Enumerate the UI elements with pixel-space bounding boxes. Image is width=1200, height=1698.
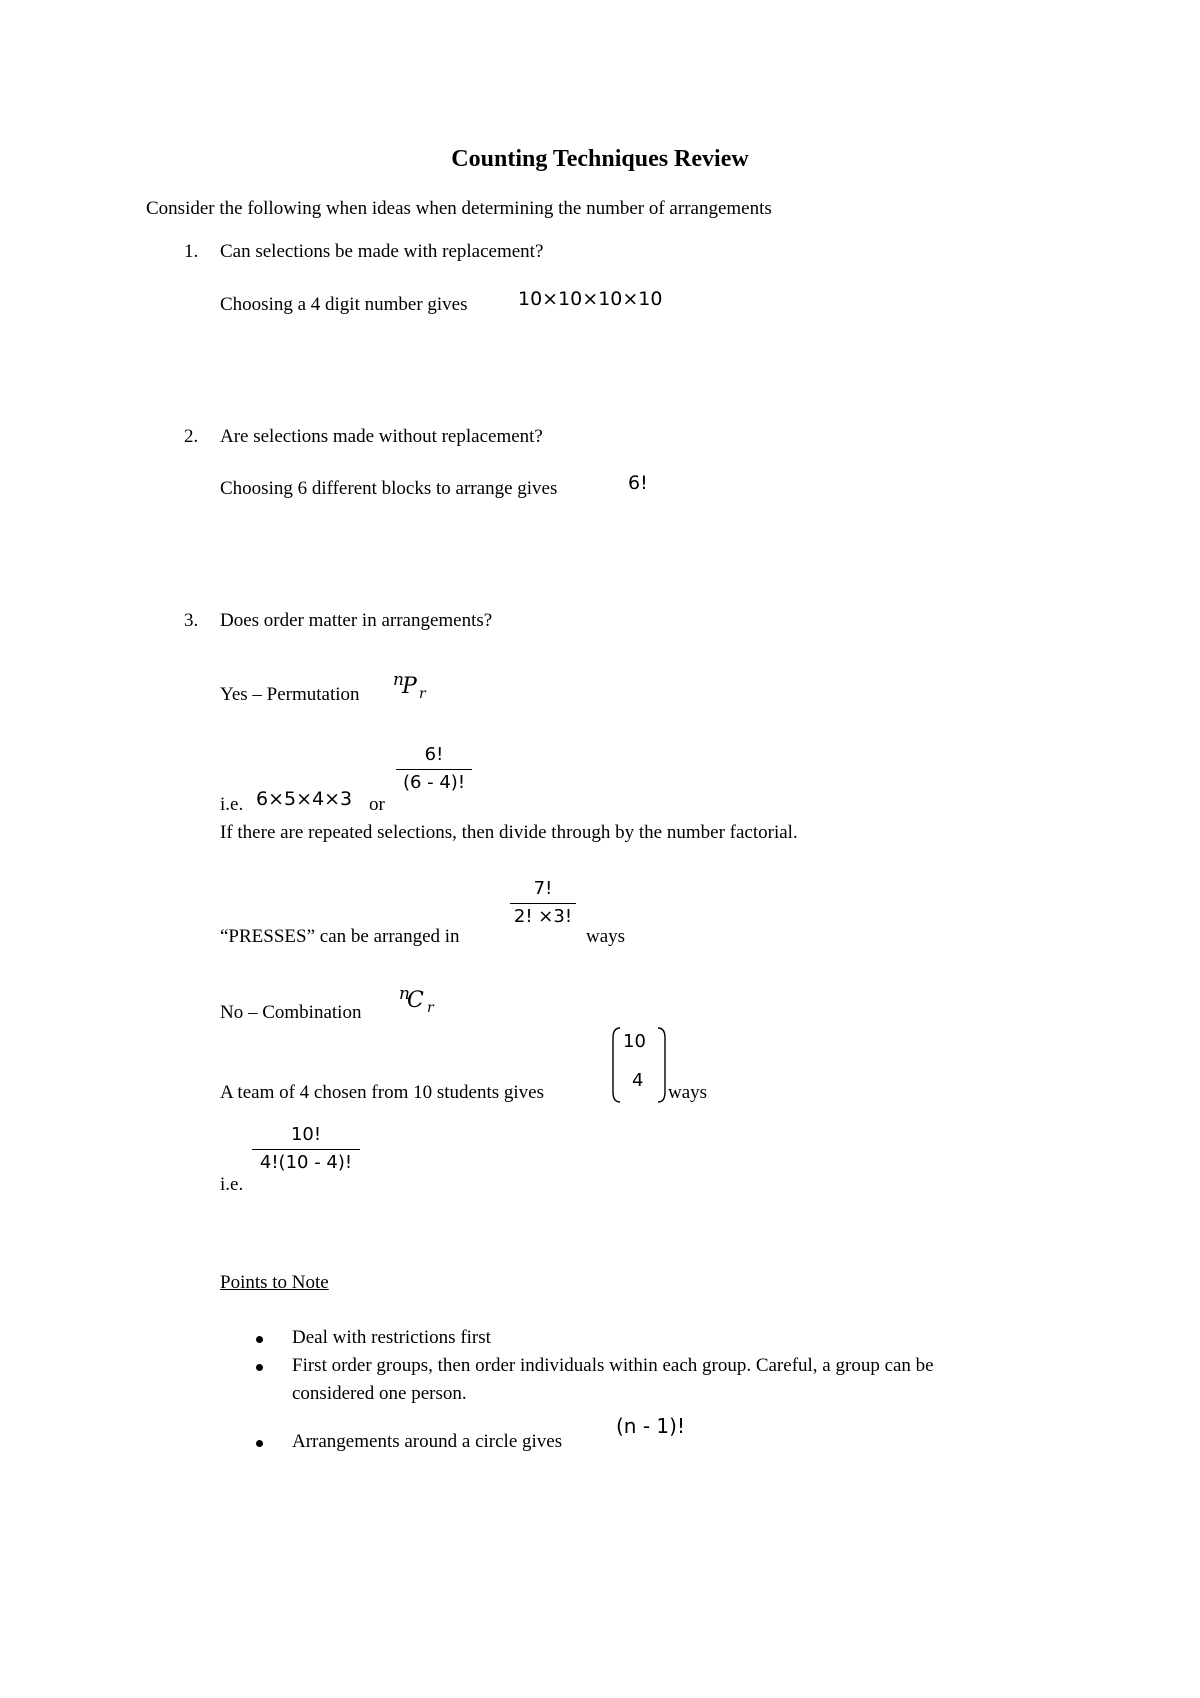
bullet-icon [256, 1440, 263, 1447]
item-example-text-2: Choosing 6 different blocks to arrange gives [220, 478, 558, 499]
presses-fraction-bar [510, 903, 576, 904]
presses-fraction-numerator: 7! [533, 878, 553, 899]
permutation-symbol: P [402, 674, 417, 699]
combination-sup: n [399, 984, 410, 1004]
bullet-text-2: First order groups, then order individuals within each group. Careful, a group can be [292, 1355, 934, 1376]
combination-fraction-numerator: 10! [290, 1124, 322, 1145]
combination-symbol: C [407, 988, 424, 1013]
bullet-text-1: Deal with restrictions first [292, 1327, 491, 1348]
item-example-math-1: 10×10×10×10 [518, 288, 663, 310]
binomial-top: 10 [623, 1031, 646, 1052]
presses-text: “PRESSES” can be arranged in [220, 926, 460, 947]
combination-fraction-bar [252, 1149, 360, 1150]
permutation-or: or [369, 794, 385, 815]
permutation-fraction-denominator: (6 - 4)! [402, 772, 466, 793]
item-number-2: 2. [184, 426, 199, 447]
permutation-ie: i.e. [220, 794, 244, 815]
intro-text: Consider the following when ideas when determining the number of arrangements [146, 198, 772, 219]
team-text: A team of 4 chosen from 10 students gives [220, 1082, 545, 1103]
permutation-sub: r [419, 686, 426, 702]
repeated-selections-note: If there are repeated selections, then divide through by the number factorial. [220, 822, 798, 843]
presses-fraction-denominator: 2! ×3! [513, 906, 573, 927]
combination-sub: r [427, 1000, 434, 1016]
permutation-product: 6×5×4×3 [256, 788, 353, 810]
binomial-coefficient [612, 1024, 666, 1106]
permutation-label: Yes – Permutation [220, 684, 360, 705]
binomial-bottom: 4 [632, 1070, 644, 1091]
item-question-3: Does order matter in arrangements? [220, 610, 493, 631]
permutation-sup: n [393, 670, 404, 690]
item-number-1: 1. [184, 241, 199, 262]
permutation-fraction-numerator: 6! [424, 744, 444, 765]
combination-label: No – Combination [220, 1002, 362, 1023]
bullet-text-3: Arrangements around a circle gives [292, 1431, 563, 1452]
presses-fraction [510, 878, 576, 928]
circle-arrangement-math: (n - 1)! [616, 1414, 685, 1438]
presses-suffix: ways [586, 926, 626, 947]
item-question-1: Can selections be made with replacement? [220, 241, 544, 262]
team-suffix: ways [668, 1082, 708, 1103]
combination-ie: i.e. [220, 1174, 244, 1195]
bullet-icon [256, 1336, 263, 1343]
bullet-icon [256, 1364, 263, 1371]
item-question-2: Are selections made without replacement? [220, 426, 543, 447]
combination-fraction-denominator: 4!(10 - 4)! [259, 1152, 353, 1173]
permutation-fraction-bar [396, 769, 472, 770]
item-number-3: 3. [184, 610, 199, 631]
combination-fraction [252, 1124, 360, 1174]
item-example-math-2: 6! [628, 472, 648, 494]
item-example-text-1: Choosing a 4 digit number gives [220, 294, 468, 315]
page-title: Counting Techniques Review [451, 146, 749, 172]
bullet-text-2-continued: considered one person. [292, 1383, 467, 1404]
permutation-fraction [396, 744, 472, 794]
points-heading: Points to Note [220, 1272, 329, 1293]
